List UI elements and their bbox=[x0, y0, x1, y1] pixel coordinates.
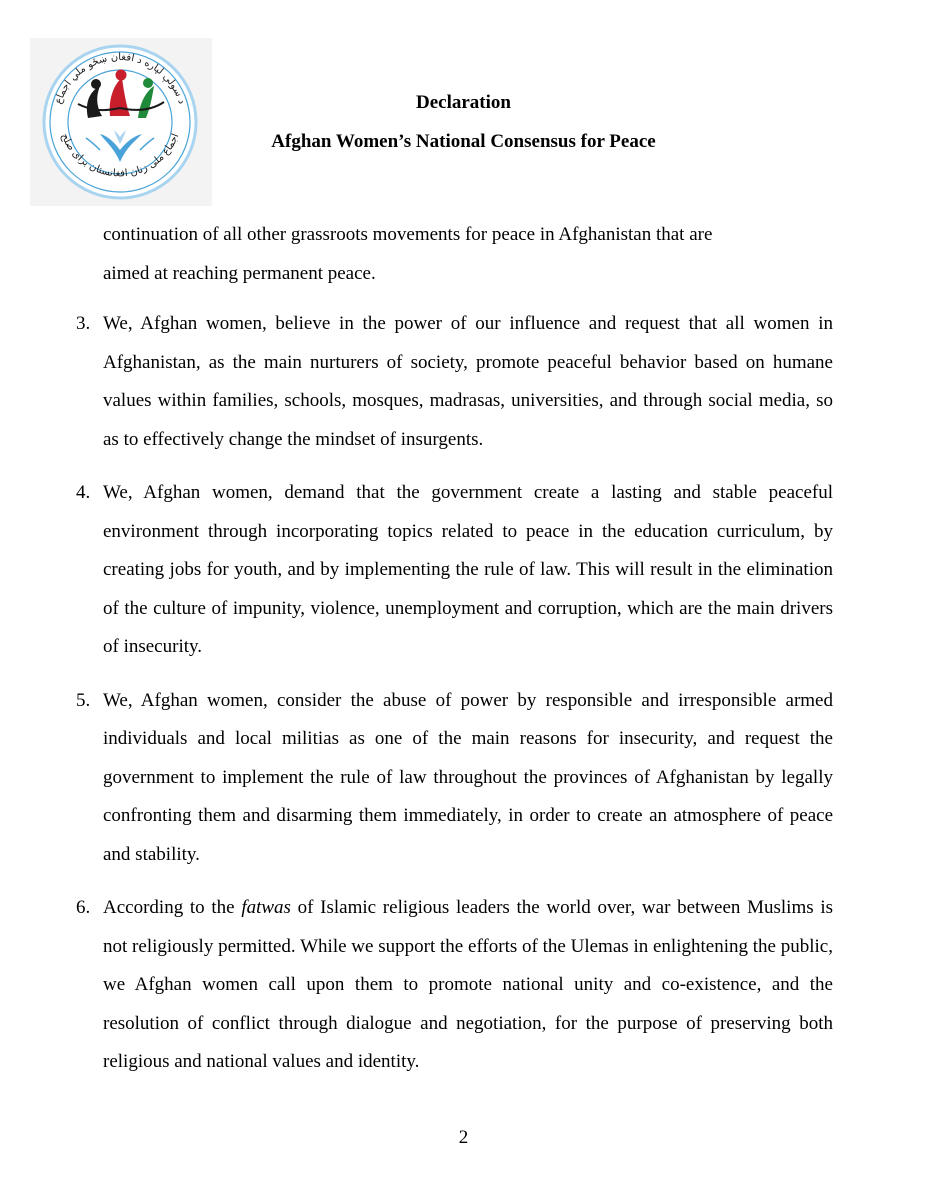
declaration-item-6 bbox=[76, 889, 833, 1082]
declaration-body bbox=[76, 216, 833, 1082]
item-number: 5. bbox=[76, 689, 91, 711]
item-number: 4. bbox=[76, 482, 91, 503]
logo-arc-text-bottom: اجماع ملی زنان افغانستان برای صلح bbox=[58, 131, 182, 180]
page-number: 2 bbox=[458, 1127, 469, 1148]
item-text: We, Afghan women, demand that the government create a lasting and stable peaceful environment through incorporating topics related to peace in the education curriculum, by creating jobs for youth, and by implementing the rule of law. This will result in the elimination of the culture of impunity, violence, unemployment and corruption, which are the main drivers of insecurity. bbox=[103, 482, 833, 657]
item-text-before: According to the bbox=[103, 897, 242, 918]
continuation-paragraph bbox=[103, 216, 833, 293]
item-text: We, Afghan women, believe in the power of our influence and request that all women in Afghanistan, as the main nurturers of society, promote peaceful behavior based on humane values within families, schools, mosques, madrasas, universities, and through social media, so as to effectively change the mindset of insurgents. bbox=[103, 313, 833, 450]
logo-arc-text-top: د سولې لپاره د افغان ښځو ملي اجماع bbox=[52, 51, 188, 106]
item-text-italic: fatwas bbox=[241, 897, 291, 918]
document-title: Declaration bbox=[416, 92, 511, 113]
declaration-item-4 bbox=[76, 474, 833, 667]
item-text-after: of Islamic religious leaders the world over, war between Muslims is not religiously permitted. While we support the efforts of the Ulemas in enlightening the public, we Afghan women call upon them to promote national unity and co-existence, and the resolution of conflict through dialogue and negotiation, for the purpose of preserving both religious and national values and identity. bbox=[103, 897, 833, 1072]
declaration-item-3 bbox=[76, 305, 833, 459]
declaration-item-5 bbox=[76, 682, 833, 875]
logo-emblem-icon bbox=[30, 38, 212, 206]
continuation-line-2: aimed at reaching permanent peace. bbox=[103, 262, 376, 284]
item-number: 3. bbox=[76, 313, 91, 334]
organization-logo bbox=[30, 38, 212, 206]
item-number: 6. bbox=[76, 897, 91, 918]
document-subtitle: Afghan Women’s National Consensus for Peace bbox=[271, 131, 656, 152]
continuation-line-1: continuation of all other grassroots movements for peace in Afghanistan that are bbox=[103, 224, 713, 245]
item-text: We, Afghan women, consider the abuse of power by responsible and irresponsible armed individuals and local militias as one of the main reasons for insecurity, and request the government to implement the rule of law throughout the provinces of Afghanistan by legally confronting them and disarming them immediately, in order to create an atmosphere of peace and stability. bbox=[103, 689, 833, 865]
